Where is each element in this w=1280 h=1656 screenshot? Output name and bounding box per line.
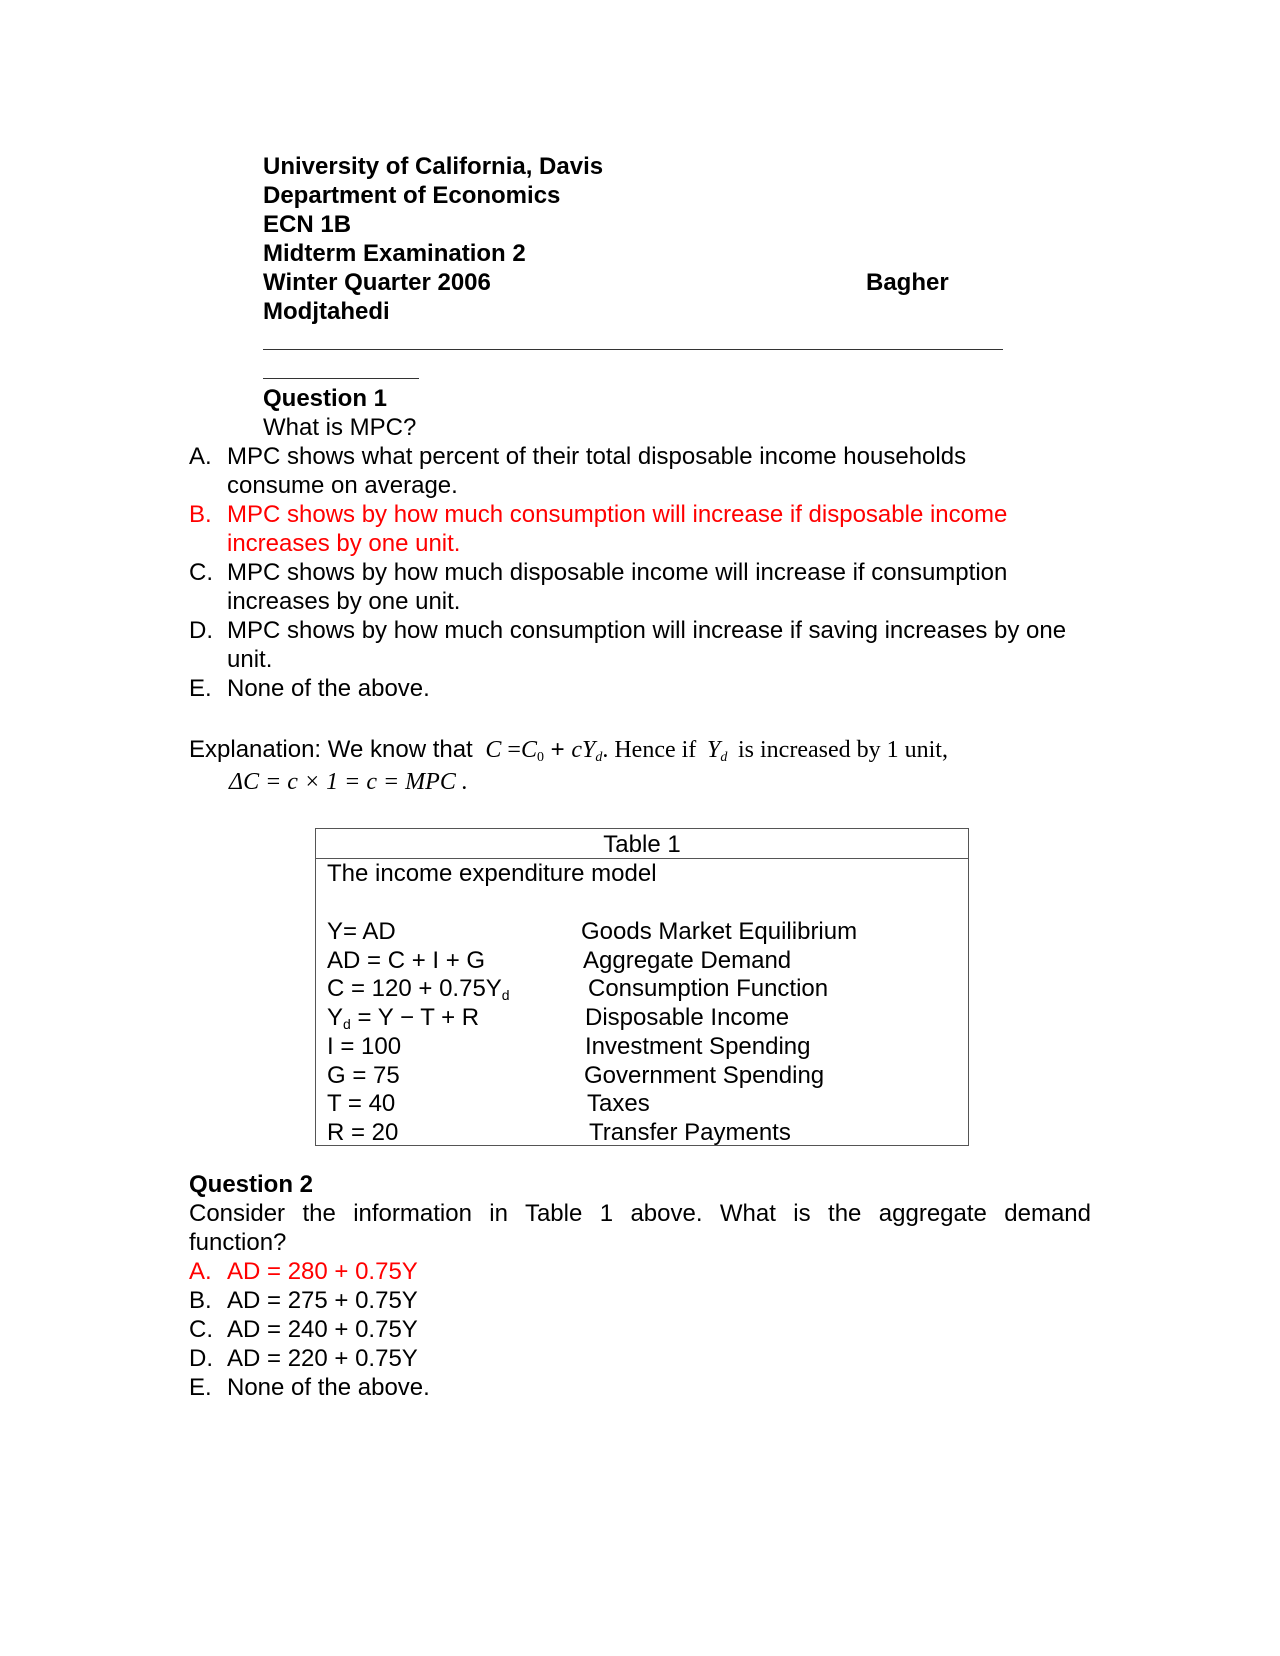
author-first-name: Bagher [866,269,949,296]
q2-option-d [189,1344,1089,1373]
q2-option-e [189,1373,1089,1402]
exam-term: Winter Quarter 2006 [263,269,491,296]
option-letter: A. [189,1258,212,1285]
option-text: None of the above. [227,1374,430,1401]
table-row-desc: Aggregate Demand [583,947,792,974]
course-code: ECN 1B [263,211,352,238]
explanation-line-2: ΔC = c × 1 = c = MPC . [229,769,468,795]
q1-option-a [189,442,1049,500]
q2-option-a-correct [189,1257,1089,1286]
q1-option-d [189,616,1069,674]
table-1 [315,828,969,1146]
option-letter: B. [189,1287,212,1314]
table-row-desc: Consumption Function [588,975,829,1002]
table-caption: Table 1 [316,829,968,859]
q1-option-e [189,674,1089,703]
option-letter: E. [189,1374,212,1401]
option-text: AD = 275 + 0.75Y [227,1287,418,1314]
table-row-eq: G = 75 [327,1062,400,1089]
table-row-eq: T = 40 [327,1090,396,1117]
table-row-eq: I = 100 [327,1033,402,1060]
option-letter: B. [189,501,212,528]
option-text: AD = 220 + 0.75Y [227,1345,418,1372]
table-row-eq: $C = 120 + 0.75Y_d$ [327,975,510,1003]
option-text: MPC shows by how much consumption will increase if saving increases by one unit. [227,617,1067,673]
table-row-desc: Transfer Payments [589,1119,791,1146]
table-subtitle: The income expenditure model [327,860,657,887]
question-1-prompt: What is MPC? [263,414,417,441]
table-row-eq: Y= AD [327,918,396,945]
consumption-formula: $C =C_0 + cY_d$ [485,736,603,765]
university-name: University of California, Davis [263,153,604,180]
question-2-title: Question 2 [189,1171,314,1198]
option-letter: C. [189,559,213,586]
table-row-desc: Taxes [587,1090,650,1117]
header-divider-short [263,378,419,379]
table-row-desc: Investment Spending [585,1033,811,1060]
question-1-title: Question 1 [263,385,388,412]
option-text: MPC shows what percent of their total disposable income households consume on average. [227,443,967,499]
header-divider [263,349,1003,350]
question-2-prompt-line-1: Consider the information in Table 1 above. What is the aggregate demand [189,1200,1091,1227]
disposable-income-symbol: $Y_d$ [706,737,728,765]
option-letter: C. [189,1316,213,1343]
option-text: MPC shows by how much disposable income will increase if consumption increases by one unit. [227,559,1008,615]
question-2-prompt-line-2: function? [189,1229,287,1256]
explanation-lead: Explanation: We know that [189,736,473,763]
table-row-eq: AD = C + I + G [327,947,486,974]
table-row-desc: Government Spending [584,1062,825,1089]
option-letter: D. [189,617,213,644]
q2-option-b [189,1286,1089,1315]
option-text: MPC shows by how much consumption will increase if disposable income increases by one unit. [227,501,1008,557]
q1-option-b-correct [189,500,1049,558]
option-text: None of the above. [227,675,430,702]
q1-option-c [189,558,1049,616]
option-text: AD = 280 + 0.75Y [227,1258,418,1285]
table-row-desc: Goods Market Equilibrium [581,918,858,945]
table-row-desc: Disposable Income [585,1004,790,1031]
option-letter: E. [189,675,212,702]
author-last-name: Modjtahedi [263,298,390,325]
option-letter: A. [189,443,212,470]
explanation-line-1: Explanation: We know that $C =C_0 + cY_d$. Hence if $Y_d$ is increased by 1 unit, [189,736,948,765]
department-name: Department of Economics [263,182,561,209]
table-row-eq: R = 20 [327,1119,399,1146]
q2-option-c [189,1315,1089,1344]
option-letter: D. [189,1345,213,1372]
option-text: AD = 240 + 0.75Y [227,1316,418,1343]
table-row-eq: $Y_d = Y - T + R$ [327,1004,480,1032]
exam-title: Midterm Examination 2 [263,240,526,267]
